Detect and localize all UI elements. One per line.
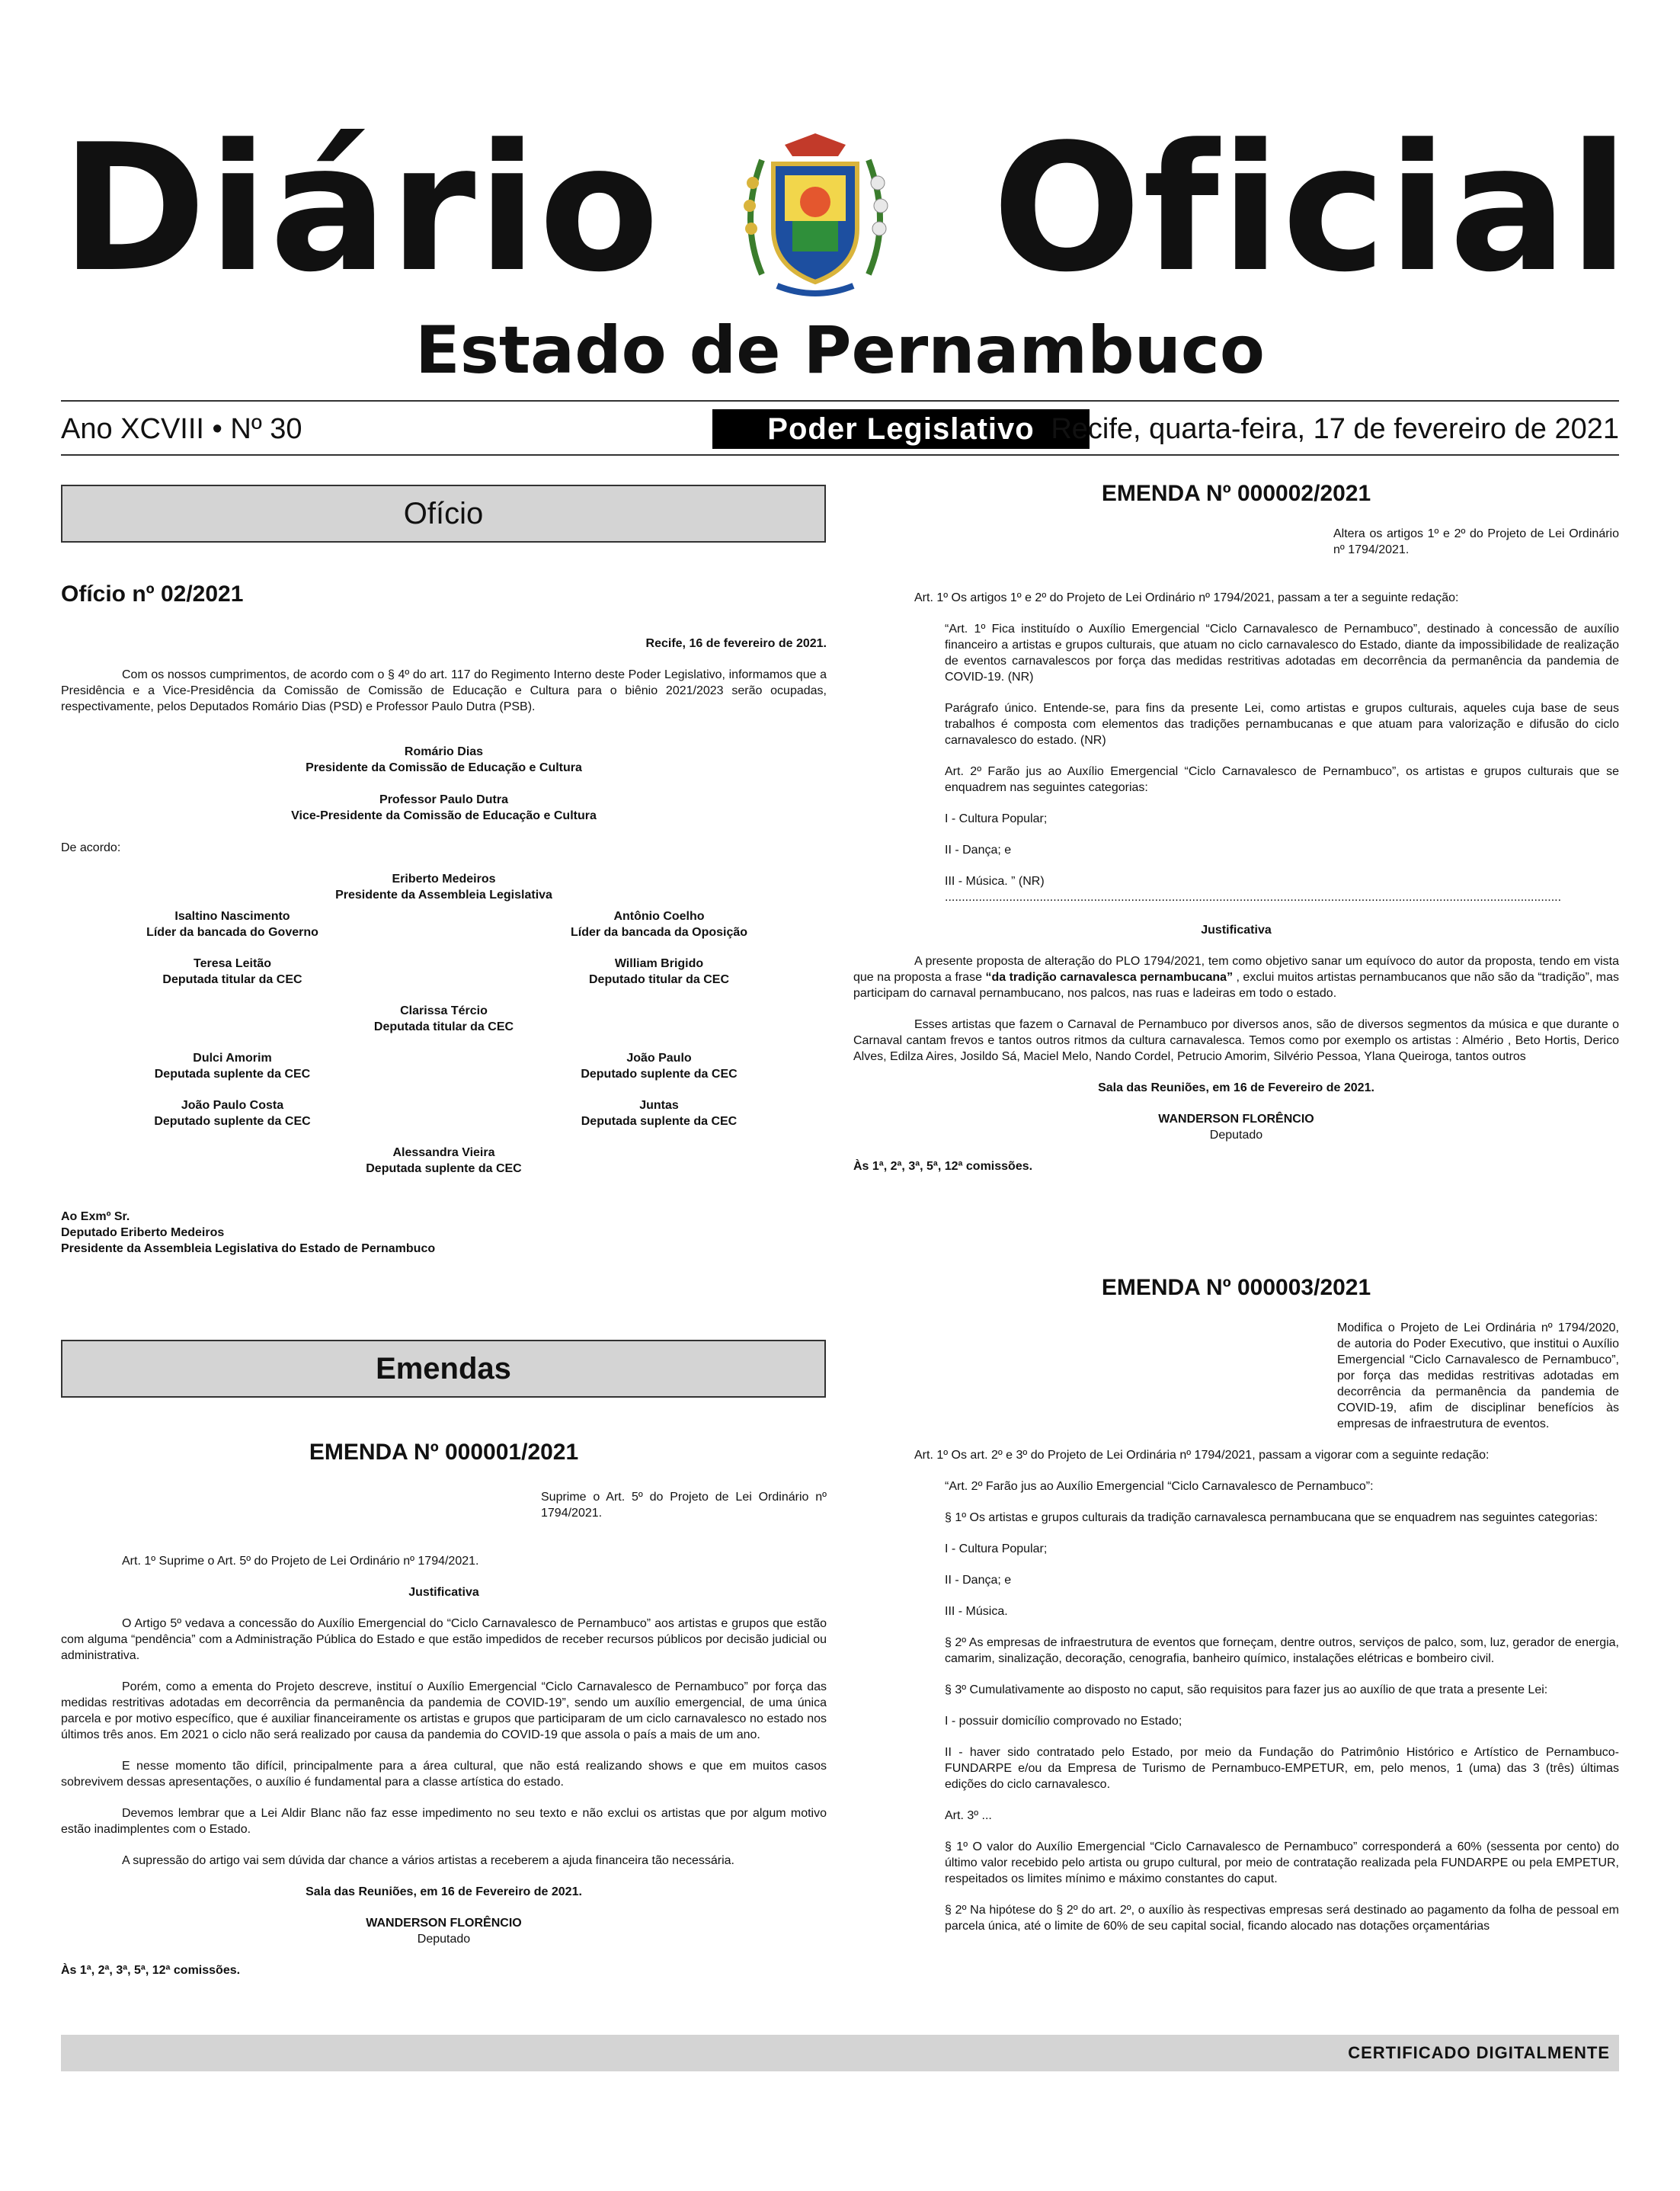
emenda-3-line: II - Dança; e	[945, 1574, 1012, 1587]
signature-name: Antônio Coelho	[613, 910, 705, 923]
de-acordo-label: De acordo:	[61, 841, 121, 854]
pernambuco-coat-of-arms	[731, 130, 899, 305]
emenda-3-block	[853, 1274, 1619, 1934]
signature-name: Juntas	[639, 1099, 679, 1112]
emenda-2-p1-part: , exclui muitos artistas pernambucanos que não são da “tradição”, mas participam do carnaval pernambucano, nos palcos, nas ruas e ladeiras em todo o estado.	[853, 971, 1620, 1000]
signature-role: Vice-Presidente da Comissão de Educação e Cultura	[291, 809, 597, 822]
emenda-1-paragraph: E nesse momento tão difícil, principalmente para a área cultural, que não está realizando shows e que em muitos casos sobrevivem dessas apresentações, o auxílio é fundamental para a classe artística do estado.	[61, 1760, 827, 1789]
emenda-2-comissoes: Às 1ª, 2ª, 3ª, 5ª, 12ª comissões.	[853, 1160, 1033, 1173]
emenda-2-paragraph: Esses artistas que fazem o Carnaval de Pernambuco por diversos anos, são de diversos segmentos da música e que durante o Carnaval cantam frevos e tantos outros ritmos da cultura carnavalesca. Temos como por exemplo os artistas : Almério , Beto Hortis, Derico Alves, Edilza Aires, Josildo Sá, Maciel Melo, Nando Cordel, Petrucio Amorim, Silvério Pessoa, Ylana Queiroga, tantos outros	[853, 1018, 1619, 1063]
signature-role: Deputada suplente da CEC	[581, 1115, 738, 1128]
footer-bar	[61, 2035, 1619, 2071]
signature-name: Eriberto Medeiros	[392, 873, 496, 886]
oficio-block	[61, 581, 827, 903]
emenda-1-ementa: Suprime o Art. 5º do Projeto de Lei Ordinário nº 1794/2021.	[541, 1491, 827, 1520]
emenda-3-line: II - haver sido contratado pelo Estado, por meio da Fundação do Patrimônio Histórico e Artístico de Pernambuco-FUNDARPE e/ou da Empresa de Turismo de Pernambuco-EMPETUR, em, pelo menos, 1 (uma) das 3 (três) últimas edições do ciclo carnavalesco.	[945, 1746, 1619, 1791]
emenda-1-author: WANDERSON FLORÊNCIO	[366, 1917, 522, 1930]
masthead-title-right: Oficial	[992, 107, 1630, 311]
emenda-3-line: § 1º O valor do Auxílio Emergencial “Ciclo Carnavalesco de Pernambuco” corresponderá a 60% (sessenta por cento) do último valor recebido pelo artista ou grupo cultural, por meio de contratação realizada pela FUNDARPE ou pela EMPETUR, respeitados os limites mínimo e máximo constantes do caput.	[945, 1840, 1619, 1885]
signature-name: William Brigido	[614, 957, 704, 970]
oficio-title: Ofício nº 02/2021	[61, 581, 244, 607]
emenda-3-line: III - Música.	[945, 1605, 1008, 1618]
emenda-1-justificativa-title: Justificativa	[408, 1586, 479, 1599]
signature-role: Presidente da Comissão de Educação e Cultura	[306, 761, 582, 774]
emenda-2-block	[853, 480, 1619, 1174]
signature-role: Deputada titular da CEC	[373, 1020, 514, 1033]
header-rule-bottom	[61, 454, 1619, 456]
signature-role: Líder da bancada da Oposição	[570, 926, 748, 939]
emenda-1-paragraph: Porém, como a ementa do Projeto descreve, instituí o Auxílio Emergencial “Ciclo Carnavalesco de Pernambuco” por força das medidas restritivas adotadas em decorrência da permanência da pandemia de COVID-19”, sendo um auxílio emergencial, de uma única parcela e por motivo específico, que é auxiliar financeiramente os artistas e grupos que participaram de um ciclo carnavalesco no estado nos últimos três anos. Em 2021 o ciclo não será realizado por causa da pandemia do COVID-19 que assola o país a mais de um ano.	[61, 1680, 827, 1741]
emenda-1-title: EMENDA Nº 000001/2021	[309, 1440, 579, 1465]
addressee-line: Deputado Eriberto Medeiros	[61, 1226, 225, 1239]
emenda-1-author-role: Deputado	[417, 1933, 471, 1946]
certification-label: CERTIFICADO DIGITALMENTE	[1348, 2043, 1610, 2062]
emenda-2-quote: “Art. 1º Fica instituído o Auxílio Emergencial “Ciclo Carnavalesco de Pernambuco”, destinado à concessão de auxílio financeiro a artistas e grupos culturais, que atuam no ciclo carnavalesco do Estado, diante da impossibilidade de realização de eventos carnavalescos por força das medidas restritivas adotadas em decorrência da permanência da pandemia de COVID-19. (NR)	[945, 623, 1619, 684]
signature-name: Clarissa Tércio	[400, 1004, 488, 1017]
signature-name: Professor Paulo Dutra	[379, 793, 508, 806]
section-header-emendas: Emendas	[61, 1340, 826, 1398]
emenda-1-block	[61, 1439, 827, 1978]
signature-role: Deputado titular da CEC	[588, 973, 729, 986]
signature-name: João Paulo	[626, 1052, 692, 1065]
emenda-3-line: § 2º As empresas de infraestrutura de eventos que forneçam, dentre outros, serviços de palco, som, luz, gerador de energia, camarim, sinalização, decoração, cenografia, banheiro químico, instalações elétricas e bombeiro civil.	[945, 1636, 1619, 1665]
signature-name: Teresa Leitão	[194, 957, 271, 970]
emenda-2-title: EMENDA Nº 000002/2021	[1101, 481, 1371, 506]
signature-role: Deputada suplente da CEC	[154, 1068, 311, 1081]
emenda-2-p1-part: A presente proposta de alteração do PLO 1794/2021, tem como objetivo sanar um equívoco do autor da proposta, tendo em vista que na proposta a frase	[853, 955, 1619, 984]
emenda-2-quote: III - Música. ” (NR)	[945, 875, 1045, 888]
oficio-body: Com os nossos cumprimentos, de acordo com o § 4º do art. 117 do Regimento Interno deste Poder Legislativo, informamos que a Presidência e a Vice-Presidência da Comissão de Comissão de Educação e Cultura para o biênio 2021/2023 serão ocupadas, respectivamente, pelos Deputados Romário Dias (PSD) e Professor Paulo Dutra (PSB).	[61, 668, 827, 713]
header-rule-top	[61, 400, 1619, 402]
emenda-2-justificativa-title: Justificativa	[1201, 924, 1272, 937]
emenda-1-sala: Sala das Reuniões, em 16 de Fevereiro de 2021.	[306, 1885, 582, 1898]
branch-label: Poder Legislativo	[712, 409, 1090, 449]
signature-role: Líder da bancada do Governo	[146, 926, 318, 939]
emenda-2-art1: Art. 1º Os artigos 1º e 2º do Projeto de Lei Ordinário nº 1794/2021, passam a ter a seguinte redação:	[914, 591, 1459, 604]
addressee-line: Ao Exmº Sr.	[61, 1210, 130, 1223]
oficio-place-date: Recife, 16 de fevereiro de 2021.	[645, 637, 827, 650]
emenda-3-ementa: Modifica o Projeto de Lei Ordinária nº 1794/2020, de autoria do Poder Executivo, que institui o Auxílio Emergencial “Ciclo Carnavalesco de Pernambuco”, por força das medidas restritivas adotadas em decorrência da permanência da pandemia de COVID-19, afim de disciplinar benefícios às empresas de infraestrutura de eventos.	[1337, 1321, 1619, 1430]
signature-grid	[61, 908, 827, 1257]
signature-name: Romário Dias	[404, 745, 484, 758]
emenda-3-line: § 2º Na hipótese do § 2º do art. 2º, o auxílio às respectivas empresas será destinado ao pagamento da folha de pessoal em parcela única, até o limite de 60% de seu capital social, ficando alocado nas dotações orçamentárias	[945, 1904, 1619, 1933]
emenda-3-line: I - Cultura Popular;	[945, 1542, 1048, 1555]
emenda-2-quote: Parágrafo único. Entende-se, para fins da presente Lei, como artistas e grupos culturais, aqueles cuja base de seus trabalhos é composta com elementos das tradições pernambucanas e que atuam para valorização e difusão do ciclo carnavalesco do estado. (NR)	[945, 702, 1619, 747]
emenda-2-sala: Sala das Reuniões, em 16 de Fevereiro de 2021.	[1098, 1081, 1374, 1094]
masthead-title-left: Diário	[61, 107, 661, 311]
emenda-2-p1-emphasis: “da tradição carnavalesca pernambucana”	[985, 971, 1234, 984]
emenda-1-paragraph: O Artigo 5º vedava a concessão do Auxílio Emergencial do “Ciclo Carnavalesco de Pernambuco” aos artistas e grupos que estão com alguma “pendência” com a Administração Pública do Estado e que estão impedidos de receber recursos públicos por decisão judicial ou administrativa.	[61, 1617, 827, 1662]
signature-name: Alessandra Vieira	[392, 1146, 495, 1159]
signature-role: Deputada titular da CEC	[162, 973, 302, 986]
emenda-2-author: WANDERSON FLORÊNCIO	[1158, 1113, 1314, 1126]
emenda-3-line: § 3º Cumulativamente ao disposto no caput, são requisitos para fazer jus ao auxílio de que trata a presente Lei:	[945, 1683, 1548, 1696]
emenda-3-line: I - possuir domicílio comprovado no Estado;	[945, 1715, 1182, 1728]
issue-info-bar	[61, 402, 1619, 456]
emenda-2-author-role: Deputado	[1209, 1129, 1263, 1142]
issue-number: Ano XCVIII • Nº 30	[61, 413, 302, 445]
emenda-3-art1: Art. 1º Os art. 2º e 3º do Projeto de Lei Ordinária nº 1794/2021, passam a vigorar com a seguinte redação:	[914, 1449, 1490, 1462]
emenda-2-paragraph	[853, 953, 1619, 1001]
signature-name: João Paulo Costa	[181, 1099, 284, 1112]
addressee-line: Presidente da Assembleia Legislativa do Estado de Pernambuco	[61, 1242, 436, 1255]
emenda-3-line: Art. 3º ...	[945, 1809, 992, 1822]
emenda-2-quote: II - Dança; e	[945, 844, 1012, 857]
signature-role: Deputado suplente da CEC	[581, 1068, 738, 1081]
emenda-2-ementa: Altera os artigos 1º e 2º do Projeto de Lei Ordinário nº 1794/2021.	[1333, 527, 1619, 556]
emenda-1-paragraph: Devemos lembrar que a Lei Aldir Blanc não faz esse impedimento no seu texto e não exclui os artistas que por algum motivo estão inadimplentes com o Estado.	[61, 1807, 827, 1836]
emenda-1-paragraph: A supressão do artigo vai sem dúvida dar chance a vários artistas a receberem a ajuda financeira tão necessária.	[122, 1854, 734, 1867]
emenda-2-quote: Art. 2º Farão jus ao Auxílio Emergencial “Ciclo Carnavalesco de Pernambuco”, os artistas e grupos culturais que se enquadrem nas seguintes categorias:	[945, 765, 1619, 794]
emenda-3-line: § 1º Os artistas e grupos culturais da tradição carnavalesca pernambucana que se enquadrem nas seguintes categorias:	[945, 1511, 1598, 1524]
emenda-2-dots: ......................................................................................................................................................................................	[945, 891, 1562, 904]
section-header-oficio: Ofício	[61, 485, 826, 543]
signature-role: Deputado suplente da CEC	[154, 1115, 311, 1128]
signature-role: Presidente da Assembleia Legislativa	[335, 889, 552, 902]
emenda-1-art1: Art. 1º Suprime o Art. 5º do Projeto de Lei Ordinário nº 1794/2021.	[122, 1555, 479, 1568]
emenda-3-title: EMENDA Nº 000003/2021	[1101, 1275, 1371, 1300]
emenda-3-line: “Art. 2º Farão jus ao Auxílio Emergencial “Ciclo Carnavalesco de Pernambuco”:	[945, 1480, 1374, 1493]
emenda-1-comissoes: Às 1ª, 2ª, 3ª, 5ª, 12ª comissões.	[61, 1964, 241, 1977]
masthead-subtitle: Estado de Pernambuco	[415, 312, 1265, 389]
signature-name: Dulci Amorim	[193, 1052, 272, 1065]
issue-date: Recife, quarta-feira, 17 de fevereiro de 2021	[1051, 413, 1619, 445]
emenda-2-quote: I - Cultura Popular;	[945, 812, 1048, 825]
signature-name: Isaltino Nascimento	[174, 910, 290, 923]
signature-role: Deputada suplente da CEC	[366, 1162, 522, 1175]
